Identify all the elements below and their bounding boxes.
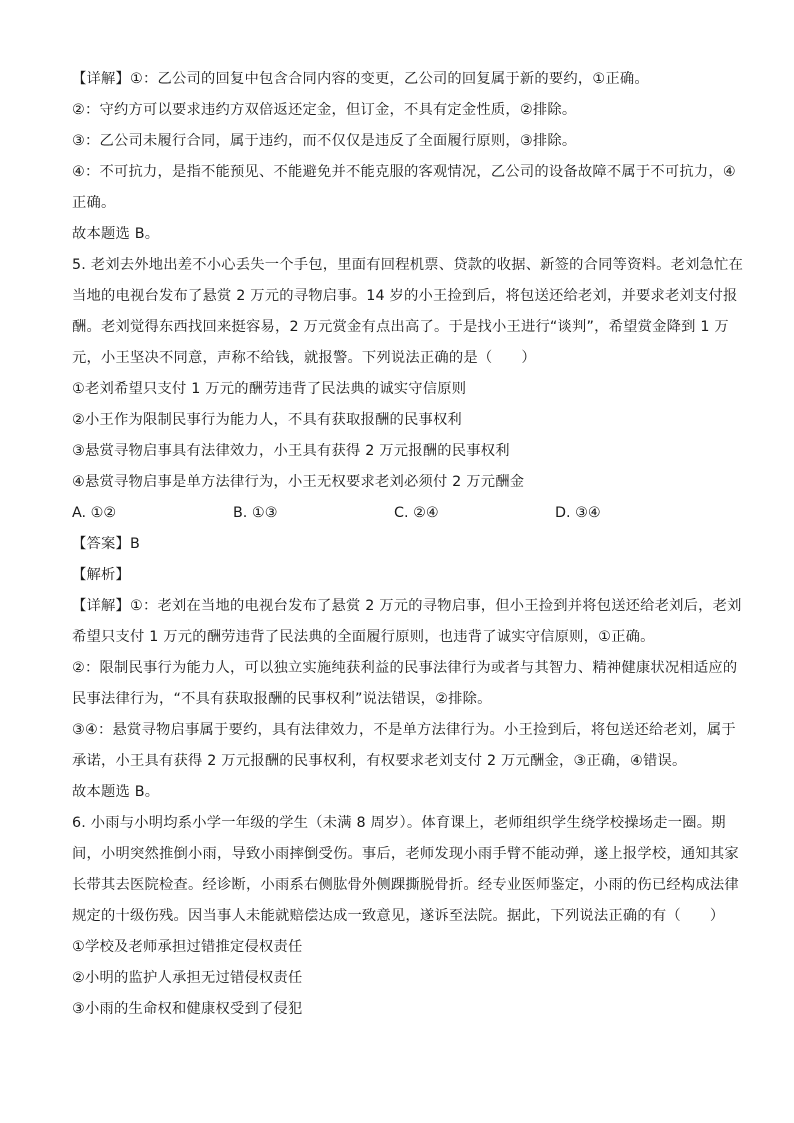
analysis-line: 故本题选 B。 [72,784,160,800]
document-page [72,64,744,1025]
question-stem-line: 酬。老刘觉得东西找回来挺容易，2 万元赏金有点出高了。于是找小王进行“谈判”，希望赏金降到 1 万 [72,319,729,335]
question-stem-line: 间，小明突然推倒小雨，导致小雨摔倒受伤。事后，老师发现小雨手臂不能动弹，遂上报学校，通知其家 [72,846,739,862]
text-line: ③：乙公司未履行合同，属于违约，而不仅仅是违反了全面履行原则，③排除。 [72,133,577,149]
statement-item: ③小雨的生命权和健康权受到了侵犯 [72,1001,303,1017]
question-stem-line: 规定的十级伤残。因当事人未能就赔偿达成一致意见，遂诉至法院。据此，下列说法正确的有（ ） [72,908,725,924]
statement-item: ②小明的监护人承担无过错侵权责任 [72,970,303,986]
analysis-label: 【解析】 [72,567,130,583]
option-a: A. ①② [72,505,117,521]
question-stem-line: 当地的电视台发布了悬赏 2 万元的寻物启事。14 岁的小王捡到后，将包送还给老刘，并要求老刘支付报 [72,288,738,304]
question-stem-line: 长带其去医院检查。经诊断，小雨系右侧肱骨外侧踝撕脱骨折。经专业医师鉴定，小雨的伤已经构成法律 [72,877,739,893]
statement-item: ①老刘希望只支付 1 万元的酬劳违背了民法典的诚实守信原则 [72,381,467,397]
answer-options [72,498,722,529]
option-b: B. ①③ [233,505,278,521]
question-stem-line: 元，小王坚决不同意，声称不给钱，就报警。下列说法正确的是（ ） [72,350,536,366]
text-line: 正确。 [72,195,116,211]
answer-label: 【答案】B [72,536,140,552]
question-stem-line: 6. 小雨与小明均系小学一年级的学生（未满 8 周岁）。体育课上，老师组织学生绕学校操场走一圈。期 [72,815,726,831]
statement-item: ③悬赏寻物启事具有法律效力，小王具有获得 2 万元报酬的民事权利 [72,443,510,459]
statement-item: ②小王作为限制民事行为能力人，不具有获取报酬的民事权利 [72,412,462,428]
statement-item: ①学校及老师承担过错推定侵权责任 [72,939,303,955]
option-c: C. ②④ [394,505,439,521]
analysis-line: 希望只支付 1 万元的酬劳违背了民法典的全面履行原则，也违背了诚实守信原则，①正确。 [72,629,655,645]
question-stem-line: 5. 老刘去外地出差不小心丢失一个手包，里面有回程机票、贷款的收据、新签的合同等资料。老刘急忙在 [72,257,744,273]
question-5 [72,250,744,808]
analysis-line: ③④：悬赏寻物启事属于要约，具有法律效力，不是单方法律行为。小王捡到后，将包送还给老刘，属于 [72,722,736,738]
text-line: ②：守约方可以要求违约方双倍返还定金，但订金，不具有定金性质，②排除。 [72,102,577,118]
statement-item: ④悬赏寻物启事是单方法律行为，小王无权要求老刘必须付 2 万元酬金 [72,474,525,490]
text-line: ④：不可抗力，是指不能预见、不能避免并不能克服的客观情况，乙公司的设备故障不属于不可抗力，④ [72,164,736,180]
option-d: D. ③④ [555,505,601,521]
text-line: 【详解】①：乙公司的回复中包含合同内容的变更，乙公司的回复属于新的要约，①正确。 [72,71,649,87]
analysis-line: 承诺，小王具有获得 2 万元报酬的民事权利，有权要求老刘支付 2 万元酬金，③正确，④错误。 [72,753,687,769]
analysis-line: 民事法律行为，“不具有获取报酬的民事权利”说法错误，②排除。 [72,691,492,707]
analysis-line: ②：限制民事行为能力人，可以独立实施纯获利益的民事法律行为或者与其智力、精神健康状况相适应的 [72,660,738,676]
analysis-line: 【详解】①：老刘在当地的电视台发布了悬赏 2 万元的寻物启事，但小王捡到并将包送还给老刘后，老刘 [72,598,742,614]
q4-explanation [72,64,736,250]
text-line: 故本题选 B。 [72,226,160,242]
question-6 [72,808,739,1025]
